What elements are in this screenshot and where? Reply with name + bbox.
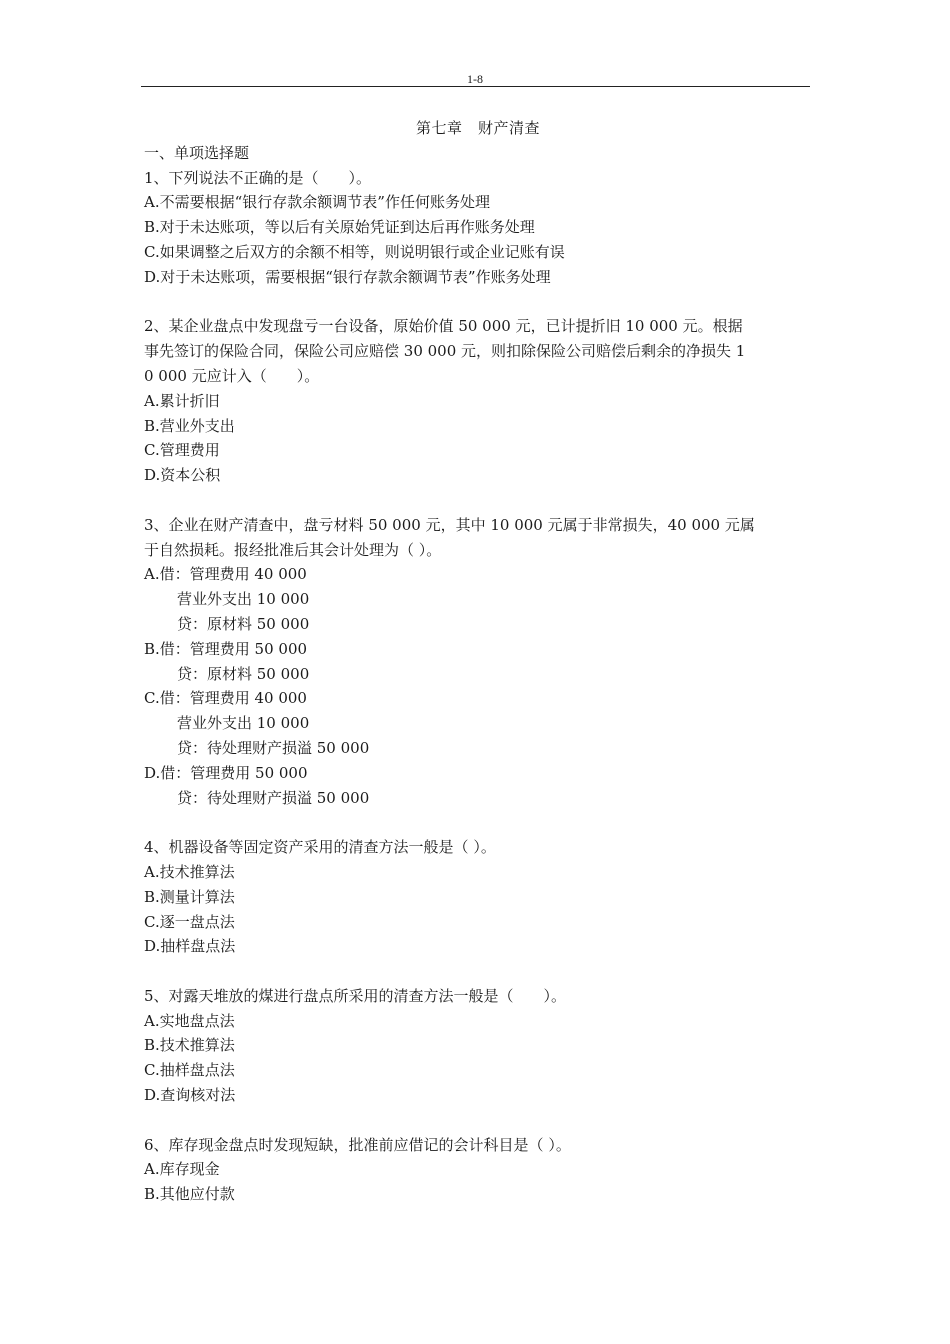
option-a: A.不需要根据“银行存款余额调节表”作任何账务处理 xyxy=(144,193,490,212)
option-d: D.抽样盘点法 xyxy=(144,937,236,956)
option-d: D.查询核对法 xyxy=(144,1086,236,1105)
question-stem: 5、对露天堆放的煤进行盘点所采用的清查方法一般是（ ）。 xyxy=(144,986,567,1005)
document-body xyxy=(144,116,812,1207)
option-c-credit: 贷：待处理财产损溢 50 000 xyxy=(177,738,370,757)
question-stem-line: 于自然损耗。报经批准后其会计处理为（ ）。 xyxy=(144,540,442,559)
option-d: D.对于未达账项，需要根据“银行存款余额调节表”作账务处理 xyxy=(144,267,551,286)
question-stem: 4、机器设备等固定资产采用的清查方法一般是（ ）。 xyxy=(144,838,496,857)
option-b: B.对于未达账项，等以后有关原始凭证到达后再作账务处理 xyxy=(144,218,535,237)
option-b-debit: B.借：管理费用 50 000 xyxy=(144,639,308,658)
option-b: B.技术推算法 xyxy=(144,1036,235,1055)
option-a: A.技术推算法 xyxy=(144,862,235,881)
question-stem-line: 3、企业在财产清查中，盘亏材料 50 000 元，其中 10 000 元属于非常损失，40 000 元属 xyxy=(144,515,755,534)
option-b-credit: 贷：原材料 50 000 xyxy=(177,664,310,683)
question-1 xyxy=(144,166,812,290)
option-a-debit-2: 营业外支出 10 000 xyxy=(177,590,310,609)
header-rule xyxy=(141,86,810,87)
question-4 xyxy=(144,835,812,959)
option-c: C.管理费用 xyxy=(144,441,220,460)
option-c-debit-2: 营业外支出 10 000 xyxy=(177,714,310,733)
option-a-debit: A.借：管理费用 40 000 xyxy=(144,565,307,584)
question-stem: 6、库存现金盘点时发现短缺，批准前应借记的会计科目是（ ）。 xyxy=(144,1135,571,1154)
option-b: B.其他应付款 xyxy=(144,1185,235,1204)
option-c: C.如果调整之后双方的余额不相等，则说明银行或企业记账有误 xyxy=(144,242,565,261)
spacer xyxy=(144,290,812,315)
spacer xyxy=(144,959,812,984)
question-stem-line: 0 000 元应计入（ ）。 xyxy=(144,366,320,385)
question-3 xyxy=(144,513,812,811)
option-a: A.实地盘点法 xyxy=(144,1011,235,1030)
chapter-title: 第七章 财产清查 xyxy=(415,119,540,137)
spacer xyxy=(144,1108,812,1133)
question-stem: 1、下列说法不正确的是（ ）。 xyxy=(144,168,372,187)
option-d-debit: D.借：管理费用 50 000 xyxy=(144,763,308,782)
spacer xyxy=(144,488,812,513)
section-title: 一、单项选择题 xyxy=(144,143,250,162)
question-6 xyxy=(144,1133,812,1207)
option-b: B.测量计算法 xyxy=(144,887,235,906)
option-c: C.抽样盘点法 xyxy=(144,1061,235,1080)
option-c: C.逐一盘点法 xyxy=(144,912,235,931)
question-stem-line: 2、某企业盘点中发现盘亏一台设备，原始价值 50 000 元，已计提折旧 10 000 元。根据 xyxy=(144,317,743,336)
question-5 xyxy=(144,984,812,1108)
option-a: A.累计折旧 xyxy=(144,391,220,410)
option-c-debit: C.借：管理费用 40 000 xyxy=(144,689,307,708)
option-a: A.库存现金 xyxy=(144,1160,220,1179)
option-b: B.营业外支出 xyxy=(144,416,235,435)
question-stem-line: 事先签订的保险合同，保险公司应赔偿 30 000 元，则扣除保险公司赔偿后剩余的净损失 1 xyxy=(144,342,746,361)
question-2 xyxy=(144,314,812,488)
option-a-credit: 贷：原材料 50 000 xyxy=(177,614,310,633)
option-d: D.资本公积 xyxy=(144,466,221,485)
spacer xyxy=(144,810,812,835)
option-d-credit: 贷：待处理财产损溢 50 000 xyxy=(177,788,370,807)
page-number: 1-8 xyxy=(467,72,483,86)
